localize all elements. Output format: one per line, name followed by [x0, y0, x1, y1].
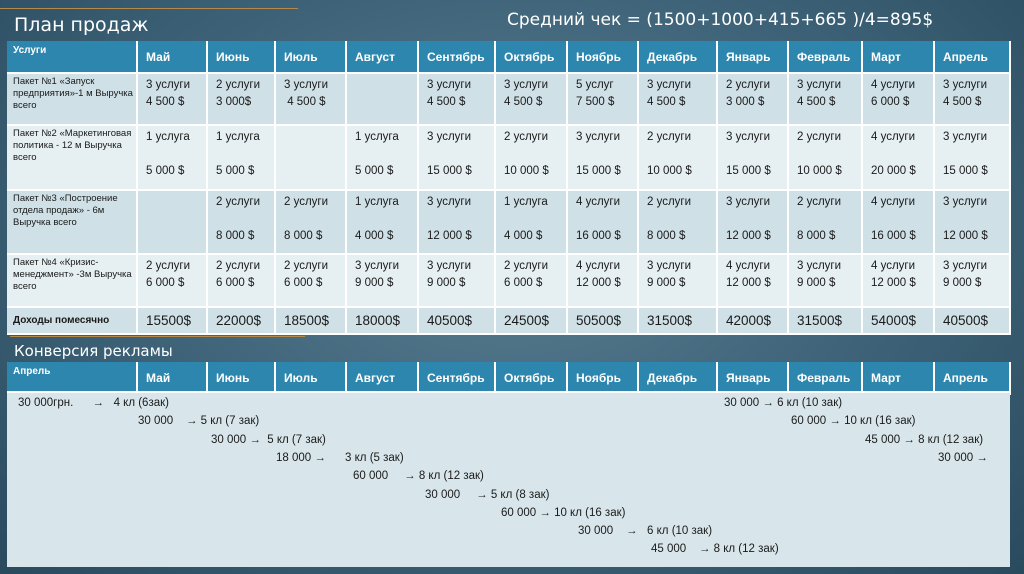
table-cell: 3 услуги 4 500 $: [934, 73, 1010, 125]
monthly-total: 22000$: [207, 307, 275, 334]
table-cell: [346, 73, 418, 125]
row-label: Пакет №3 «Построение отдела продаж» - 6м Выручка всего: [7, 190, 137, 254]
table-cell: [137, 190, 207, 254]
table-cell: 3 услуги 4 500 $: [495, 73, 567, 125]
table-cell: 4 услуги 12 000 $: [862, 254, 934, 307]
table-cell: 3 услуги 9 000 $: [418, 254, 495, 307]
table-cell: 2 услуги 6 000 $: [207, 254, 275, 307]
table-cell: 1 услуга 5 000 $: [346, 125, 418, 190]
conversion-line: 30 000 → 5 кл (7 зак): [211, 434, 326, 446]
column-header: Апрель: [934, 41, 1010, 73]
conversion-table-header: [7, 362, 1010, 394]
table-cell: 4 услуги 6 000 $: [862, 73, 934, 125]
table-cell: 3 услуги 4 500 $: [418, 73, 495, 125]
table-cell: 3 услуги 4 500 $: [275, 73, 346, 125]
table-cell: [275, 125, 346, 190]
table-cell: 2 услуги 10 000 $: [495, 125, 567, 190]
table-cell: 1 услуга 5 000 $: [137, 125, 207, 190]
average-check-formula: Средний чек = (1500+1000+415+665 )/4=895$: [507, 10, 934, 30]
conversion-line: 60 000 → 10 кл (16 зак): [791, 415, 916, 427]
column-header: Май: [137, 41, 207, 73]
page-title: План продаж: [14, 14, 149, 36]
column-header: Июль: [275, 362, 346, 394]
table-cell: 2 услуги 3 000 $: [717, 73, 788, 125]
table-cell: 3 услуги 9 000 $: [346, 254, 418, 307]
column-header: Март: [862, 362, 934, 394]
monthly-total: 50500$: [567, 307, 638, 334]
table-cell: 5 услуг 7 500 $: [567, 73, 638, 125]
conversion-line: 30 000 →: [938, 452, 988, 464]
column-header: Февраль: [788, 362, 862, 394]
column-header: Август: [346, 362, 418, 394]
table-cell: 3 услуги 15 000 $: [934, 125, 1010, 190]
column-header: Май: [137, 362, 207, 394]
table-cell: 3 услуги 12 000 $: [934, 190, 1010, 254]
table-cell: 3 услуги 9 000 $: [788, 254, 862, 307]
column-header: Октябрь: [495, 362, 567, 394]
column-header: Апрель: [7, 362, 137, 394]
table-cell: 2 услуги 3 000$: [207, 73, 275, 125]
table-cell: 3 услуги 15 000 $: [717, 125, 788, 190]
conversion-line: 45 000 → 8 кл (12 зак): [651, 543, 779, 555]
column-header: Услуги: [7, 41, 137, 73]
sales-table-header: [7, 41, 1010, 73]
column-header: Январь: [717, 362, 788, 394]
monthly-total: 31500$: [788, 307, 862, 334]
table-cell: 1 услуга 5 000 $: [207, 125, 275, 190]
table-cell: 4 услуги 12 000 $: [567, 254, 638, 307]
conversion-body: [7, 391, 1010, 567]
table-cell: 2 услуги 6 000 $: [137, 254, 207, 307]
table-cell: 2 услуги 10 000 $: [788, 125, 862, 190]
title-decoration-line: [0, 8, 298, 9]
table-cell: 3 услуги 4 500 $: [788, 73, 862, 125]
table-cell: 3 услуги 15 000 $: [418, 125, 495, 190]
table-row: [7, 73, 1010, 125]
table-cell: 2 услуги 8 000 $: [207, 190, 275, 254]
column-header: Октябрь: [495, 41, 567, 73]
column-header: Июль: [275, 41, 346, 73]
column-header: Сентябрь: [418, 362, 495, 394]
monthly-total: 15500$: [137, 307, 207, 334]
table-cell: 3 услуги 9 000 $: [638, 254, 717, 307]
column-header: Апрель: [934, 362, 1010, 394]
row-label: Пакет №1 «Запуск предприятия»-1 м Выручка всего: [7, 73, 137, 125]
table-cell: 3 услуги 4 500 $: [638, 73, 717, 125]
conversion-title: Конверсия рекламы: [14, 342, 173, 360]
column-header: Сентябрь: [418, 41, 495, 73]
table-row: [7, 125, 1010, 190]
monthly-total: 31500$: [638, 307, 717, 334]
table-cell: 2 услуги 6 000 $: [275, 254, 346, 307]
table-row: [7, 190, 1010, 254]
column-header: Март: [862, 41, 934, 73]
sales-plan-table: [7, 41, 1011, 335]
column-header: Январь: [717, 41, 788, 73]
row-label: Пакет №4 «Кризис-менеджмент» -3м Выручка всего: [7, 254, 137, 307]
column-header: Февраль: [788, 41, 862, 73]
monthly-total: 40500$: [418, 307, 495, 334]
table-cell: 2 услуги 8 000 $: [638, 190, 717, 254]
table-cell: 2 услуги 10 000 $: [638, 125, 717, 190]
table-cell: 2 услуги 6 000 $: [495, 254, 567, 307]
conversion-line: 30 000 → 5 кл (7 зак): [138, 415, 260, 427]
conversion-line: 45 000 → 8 кл (12 зак): [865, 434, 984, 446]
table-cell: 3 услуги 15 000 $: [567, 125, 638, 190]
table-cell: 1 услуга 4 000 $: [495, 190, 567, 254]
monthly-total: 40500$: [934, 307, 1010, 334]
table-cell: 4 услуги 20 000 $: [862, 125, 934, 190]
table-cell: 3 услуги 4 500 $: [137, 73, 207, 125]
column-header: Декабрь: [638, 41, 717, 73]
subtitle-decoration-line: [10, 336, 305, 337]
monthly-total: 24500$: [495, 307, 567, 334]
table-cell: 1 услуга 4 000 $: [346, 190, 418, 254]
table-cell: 2 услуги 8 000 $: [275, 190, 346, 254]
table-cell: 3 услуги 9 000 $: [934, 254, 1010, 307]
column-header: Ноябрь: [567, 41, 638, 73]
table-cell: 4 услуги 16 000 $: [862, 190, 934, 254]
conversion-line: 30 000грн. → 4 кл (6зак): [18, 397, 169, 409]
monthly-total: 54000$: [862, 307, 934, 334]
table-cell: 4 услуги 16 000 $: [567, 190, 638, 254]
conversion-line: 18 000 → 3 кл (5 зак): [276, 452, 404, 464]
conversion-line: 30 000 → 5 кл (8 зак): [425, 489, 550, 501]
monthly-total-row: [7, 307, 1010, 334]
monthly-total: 18500$: [275, 307, 346, 334]
monthly-total: 42000$: [717, 307, 788, 334]
table-cell: 3 услуги 12 000 $: [717, 190, 788, 254]
column-header: Июнь: [207, 41, 275, 73]
conversion-line: 60 000 → 10 кл (16 зак): [501, 507, 626, 519]
column-header: Ноябрь: [567, 362, 638, 394]
table-cell: 4 услуги 12 000 $: [717, 254, 788, 307]
column-header: Август: [346, 41, 418, 73]
row-label: Пакет №2 «Маркетинговая политика - 12 м Выручка всего: [7, 125, 137, 190]
total-label: Доходы помесячно: [7, 307, 137, 334]
table-row: [7, 254, 1010, 307]
table-cell: 2 услуги 8 000 $: [788, 190, 862, 254]
column-header: Декабрь: [638, 362, 717, 394]
column-header: Июнь: [207, 362, 275, 394]
table-cell: 3 услуги 12 000 $: [418, 190, 495, 254]
conversion-line: 30 000 → 6 кл (10 зак): [578, 525, 713, 537]
monthly-total: 18000$: [346, 307, 418, 334]
conversion-line: 30 000 → 6 кл (10 зак): [724, 397, 843, 409]
conversion-line: 60 000 → 8 кл (12 зак): [353, 470, 484, 482]
